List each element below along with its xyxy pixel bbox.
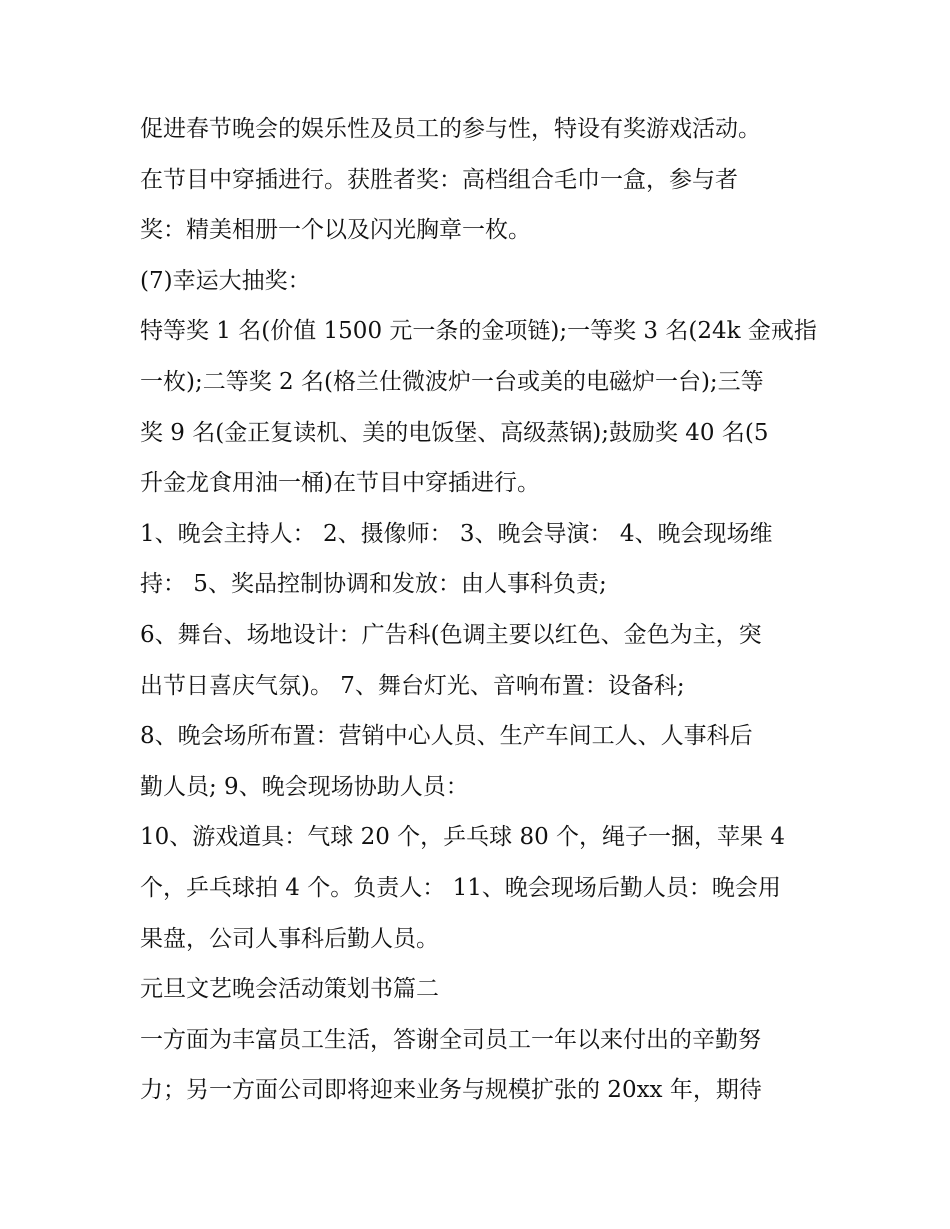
paragraph-line: (7)幸运大抽奖： bbox=[140, 267, 311, 294]
paragraph-line: 特等奖 1 名(价值 1500 元一条的金项链);一等奖 3 名(24k 金戒指 bbox=[140, 318, 817, 345]
document-body bbox=[140, 104, 840, 1116]
paragraph-line: 奖 9 名(金正复读机、美的电饭堡、高级蒸锅);鼓励奖 40 名(5 bbox=[140, 419, 769, 446]
paragraph-line: 持： 5、奖品控制协调和发放：由人事科负责; bbox=[140, 571, 607, 598]
paragraph-line: 6、舞台、场地设计：广告科(色调主要以红色、金色为主，突 bbox=[140, 621, 762, 648]
paragraph-line: 奖：精美相册一个以及闪光胸章一枚。 bbox=[140, 217, 531, 244]
paragraph-line: 力；另一方面公司即将迎来业务与规模扩张的 20xx 年，期待 bbox=[140, 1077, 762, 1104]
paragraph-line: 10、游戏道具：气球 20 个，乒乓球 80 个，绳子一捆，苹果 4 bbox=[140, 824, 785, 851]
paragraph-line: 8、晚会场所布置：营销中心人员、生产车间工人、人事科后 bbox=[140, 723, 753, 750]
paragraph-line: 勤人员; 9、晚会现场协助人员： bbox=[140, 773, 469, 800]
paragraph-line: 1、晚会主持人： 2、摄像师： 3、晚会导演： 4、晚会现场维 bbox=[140, 520, 773, 547]
paragraph-line: 促进春节晚会的娱乐性及员工的参与性，特设有奖游戏活动。 bbox=[140, 116, 761, 142]
paragraph-line: 在节目中穿插进行。获胜者奖：高档组合毛巾一盒，参与者 bbox=[140, 166, 738, 193]
paragraph-line: 个，乒乓球拍 4 个。负责人： 11、晚会现场后勤人员：晚会用 bbox=[140, 874, 781, 901]
paragraph-line: 升金龙食用油一桶)在节目中穿插进行。 bbox=[140, 470, 540, 497]
paragraph-line: 果盘，公司人事科后勤人员。 bbox=[140, 925, 439, 952]
paragraph-line: 一方面为丰富员工生活，答谢全司员工一年以来付出的辛勤努 bbox=[140, 1026, 761, 1053]
paragraph-line: 出节日喜庆气氛)。 7、舞台灯光、音响布置：设备科; bbox=[140, 672, 685, 699]
paragraph-line: 一枚);二等奖 2 名(格兰仕微波炉一台或美的电磁炉一台);三等 bbox=[140, 368, 764, 395]
section-heading: 元旦文艺晚会活动策划书篇二 bbox=[140, 976, 439, 1003]
